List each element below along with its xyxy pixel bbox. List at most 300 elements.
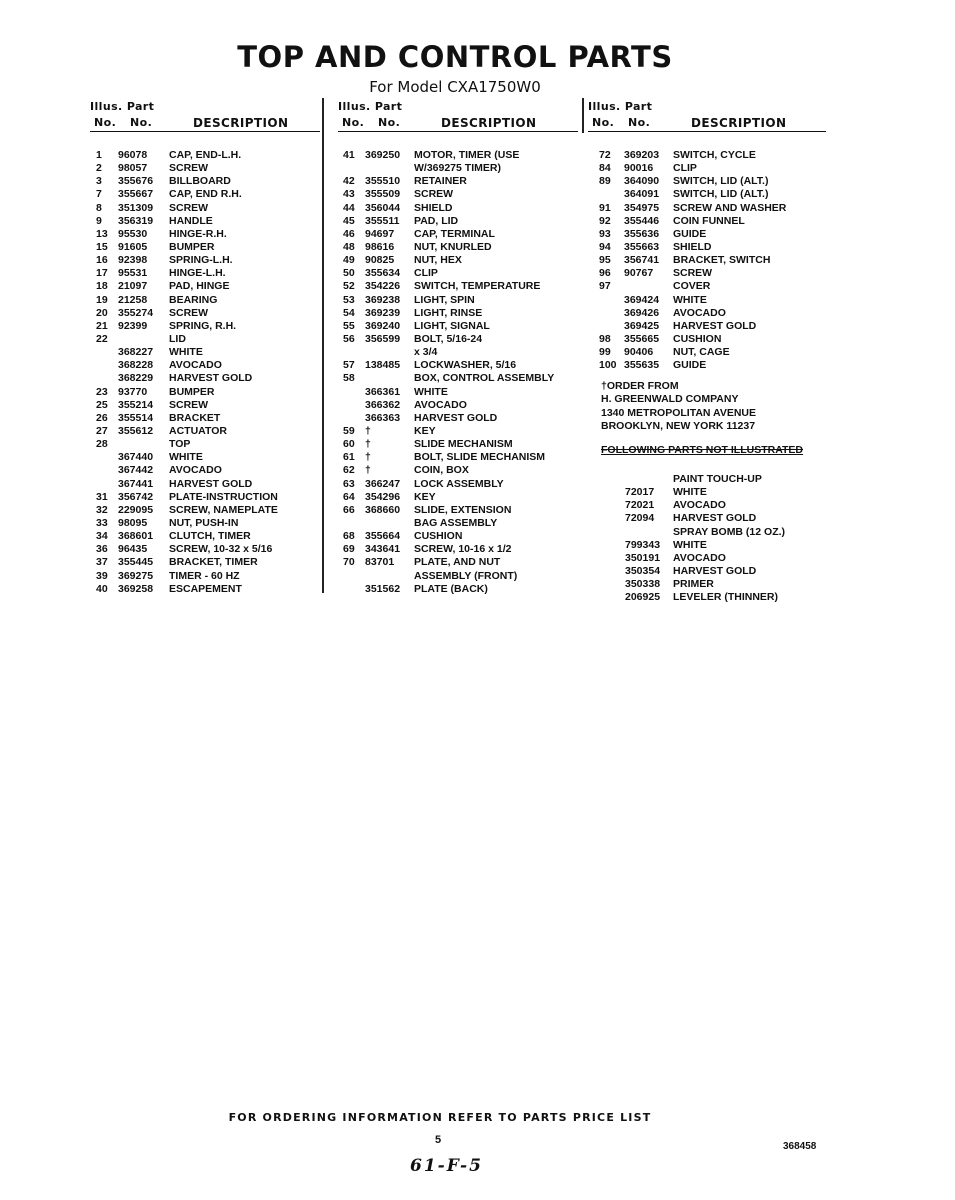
table-row [90, 372, 320, 385]
part-number: 351562 [365, 582, 401, 595]
part-description: SCREW, NAMEPLATE [169, 503, 278, 516]
part-description: AVOCADO [414, 398, 467, 411]
part-number: 138485 [365, 359, 401, 372]
model-subtitle: For Model CXA1750W0 [369, 78, 541, 96]
part-description: BRACKET [169, 411, 221, 424]
illus-number: 55 [343, 319, 355, 332]
table-row [90, 412, 320, 425]
illus-number: 43 [343, 188, 355, 201]
part-description: HARVEST GOLD [414, 411, 498, 424]
table-row [588, 320, 826, 333]
part-number: 368601 [118, 530, 154, 543]
column-divider [582, 98, 584, 133]
part-number: 355509 [365, 188, 401, 201]
part-description: LOCK ASSEMBLY [414, 477, 504, 490]
part-description: BRACKET, SWITCH [673, 254, 771, 267]
table-row [90, 346, 320, 359]
part-number: 355664 [365, 530, 401, 543]
part-description: LOCKWASHER, 5/16 [414, 359, 517, 372]
part-description: HARVEST GOLD [673, 319, 757, 332]
part-number: 366363 [365, 411, 401, 424]
part-number: 21097 [118, 280, 148, 293]
illus-number: 37 [96, 556, 108, 569]
illus-number: 99 [599, 346, 611, 359]
part-number: 366362 [365, 398, 401, 411]
part-description: SWITCH, LID (ALT.) [673, 188, 769, 201]
part-number: 356044 [365, 201, 401, 214]
table-row [588, 162, 826, 175]
part-description: HARVEST GOLD [169, 372, 253, 385]
illus-number: 32 [96, 503, 108, 516]
order-city: BROOKLYN, NEW YORK 11237 [601, 419, 756, 432]
part-description: SCREW [414, 188, 454, 201]
table-row [338, 372, 578, 385]
table-row [338, 451, 578, 464]
order-from-line: †ORDER FROM [601, 380, 679, 392]
order-street: 1340 METROPOLITAN AVENUE [601, 406, 756, 419]
part-number: 72017 [625, 486, 655, 499]
part-number: 90016 [624, 162, 654, 175]
table-row [588, 512, 826, 525]
part-description: BEARING [169, 293, 218, 306]
part-number: 369258 [118, 582, 154, 595]
header-illus-part: Illus. Part [90, 100, 155, 113]
part-description: SPRING-L.H. [169, 254, 233, 267]
illus-number: 21 [96, 319, 108, 332]
illus-number: 13 [96, 227, 108, 240]
part-description: WHITE [414, 385, 448, 398]
part-number: 72021 [625, 499, 655, 512]
part-description: SCREW [169, 398, 209, 411]
table-row [588, 565, 826, 578]
parts-rows [338, 149, 578, 596]
page-title: TOP AND CONTROL PARTS [237, 40, 673, 74]
part-description: BOX, CONTROL ASSEMBLY [414, 372, 555, 385]
illus-number: 94 [599, 240, 611, 253]
parts-rows [588, 149, 826, 372]
table-row [588, 539, 826, 552]
table-row [90, 464, 320, 477]
table-row [588, 202, 826, 215]
illus-number: 68 [343, 530, 355, 543]
part-description: HARVEST GOLD [169, 477, 253, 490]
parts-column-1 [90, 98, 320, 596]
part-description: NUT, PUSH-IN [169, 516, 239, 529]
illus-number: 31 [96, 490, 108, 503]
part-number: 98616 [365, 240, 395, 253]
illus-number: 100 [599, 359, 617, 372]
header-part-no: No. [130, 116, 153, 129]
part-number: 91605 [118, 240, 148, 253]
table-row [90, 399, 320, 412]
table-row [588, 254, 826, 267]
header-illus-part: Illus. Part [588, 100, 653, 113]
part-number: 355667 [118, 188, 154, 201]
illus-number: 57 [343, 359, 355, 372]
header-part-no: No. [628, 116, 651, 129]
part-number: 367440 [118, 451, 154, 464]
part-description: HINGE-L.H. [169, 267, 226, 280]
table-row [90, 202, 320, 215]
illus-number: 98 [599, 332, 611, 345]
part-number: † [365, 438, 371, 451]
column-header [588, 98, 826, 132]
table-row [338, 386, 578, 399]
part-description: AVOCADO [673, 306, 726, 319]
part-number: 206925 [625, 591, 661, 604]
illus-number: 56 [343, 332, 355, 345]
part-description: ASSEMBLY (FRONT) [414, 569, 518, 582]
part-number: † [365, 464, 371, 477]
part-description: SCREW [169, 162, 209, 175]
illus-number: 50 [343, 267, 355, 280]
illus-number: 8 [96, 201, 102, 214]
illus-number: 53 [343, 293, 355, 306]
part-description: COVER [673, 280, 711, 293]
part-description: BUMPER [169, 240, 215, 253]
table-row [338, 241, 578, 254]
table-row [338, 543, 578, 556]
part-number: 369250 [365, 149, 401, 161]
table-row [588, 473, 826, 486]
table-row [588, 552, 826, 565]
parts-column-2 [338, 98, 578, 596]
part-number: 369424 [624, 293, 660, 306]
part-number: 229095 [118, 503, 154, 516]
part-description: SLIDE MECHANISM [414, 438, 513, 451]
table-row [588, 307, 826, 320]
illus-number: 33 [96, 516, 108, 529]
part-description: SCREW [169, 306, 209, 319]
table-row [90, 241, 320, 254]
part-number: 356742 [118, 490, 154, 503]
part-number: 355612 [118, 424, 154, 437]
table-row [90, 491, 320, 504]
table-row [588, 526, 826, 539]
illus-number: 70 [343, 556, 355, 569]
part-description: NUT, KNURLED [414, 240, 492, 253]
table-row [588, 215, 826, 228]
table-row [588, 346, 826, 359]
part-number: 369426 [624, 306, 660, 319]
part-description: LIGHT, SPIN [414, 293, 475, 306]
header-illus-part: Illus. Part [338, 100, 403, 113]
table-row [338, 320, 578, 333]
illus-number: 17 [96, 267, 108, 280]
table-row [338, 438, 578, 451]
table-row [338, 346, 578, 359]
part-description: AVOCADO [673, 499, 726, 512]
part-number: 369275 [118, 569, 154, 582]
part-description: ACTUATOR [169, 424, 227, 437]
illus-number: 84 [599, 162, 611, 175]
part-number: 364091 [624, 188, 660, 201]
part-description: BILLBOARD [169, 175, 231, 188]
part-number: 369240 [365, 319, 401, 332]
part-number: 90767 [624, 267, 654, 280]
part-number: 366361 [365, 385, 401, 398]
part-description: BOLT, SLIDE MECHANISM [414, 451, 546, 464]
table-row [338, 399, 578, 412]
part-description: HINGE-R.H. [169, 227, 227, 240]
part-number: 367441 [118, 477, 154, 490]
part-number: 368228 [118, 359, 154, 372]
part-description: BRACKET, TIMER [169, 556, 258, 569]
illus-number: 91 [599, 201, 611, 214]
table-row [90, 517, 320, 530]
part-description: CUSHION [414, 530, 463, 543]
table-row [338, 517, 578, 530]
part-description: LEVELER (THINNER) [673, 591, 778, 604]
part-number: 355214 [118, 398, 154, 411]
part-description: CLIP [414, 267, 438, 280]
part-description: BUMPER [169, 385, 215, 398]
part-description: KEY [414, 490, 436, 503]
illus-number: 3 [96, 175, 102, 188]
part-number: 355635 [624, 359, 660, 372]
part-description: SLIDE, EXTENSION [414, 503, 512, 516]
illus-number: 22 [96, 332, 108, 345]
table-row [90, 543, 320, 556]
table-row [90, 570, 320, 583]
part-description: PAD, HINGE [169, 280, 230, 293]
part-description: CUSHION [673, 332, 722, 345]
part-number: 366247 [365, 477, 401, 490]
part-number: 343641 [365, 543, 401, 556]
table-row [338, 202, 578, 215]
part-number: 98057 [118, 162, 148, 175]
part-description: KEY [414, 424, 436, 437]
table-row [338, 425, 578, 438]
table-row [90, 307, 320, 320]
table-row [90, 320, 320, 333]
part-description: WHITE [169, 346, 203, 359]
table-row [588, 241, 826, 254]
part-number: 92398 [118, 254, 148, 267]
table-row [338, 254, 578, 267]
table-row [588, 499, 826, 512]
table-row [588, 486, 826, 499]
table-row [90, 162, 320, 175]
part-number: 94697 [365, 227, 395, 240]
part-description: WHITE [673, 486, 707, 499]
illus-number: 48 [343, 240, 355, 253]
illus-number: 2 [96, 162, 102, 175]
table-row [338, 215, 578, 228]
column-header [90, 98, 320, 132]
illus-number: 19 [96, 293, 108, 306]
illus-number: 40 [96, 582, 108, 595]
column-header [338, 98, 578, 132]
header-illus-no: No. [94, 116, 117, 129]
part-number: 95530 [118, 227, 148, 240]
part-number: † [365, 424, 371, 437]
table-row [338, 188, 578, 201]
part-description: BAG ASSEMBLY [414, 516, 498, 529]
table-row [338, 359, 578, 372]
part-number: 356599 [365, 332, 401, 345]
part-number: 364090 [624, 175, 660, 188]
table-row [588, 333, 826, 346]
table-row [588, 267, 826, 280]
illus-number: 42 [343, 175, 355, 188]
part-number: 350338 [625, 578, 661, 591]
table-row [588, 294, 826, 307]
part-number: 355663 [624, 240, 660, 253]
illus-number: 23 [96, 385, 108, 398]
table-row [338, 333, 578, 346]
part-description: AVOCADO [673, 551, 726, 564]
table-row [588, 359, 826, 372]
part-description: NUT, CAGE [673, 346, 730, 359]
part-description: GUIDE [673, 227, 707, 240]
illus-number: 54 [343, 306, 355, 319]
part-description: SHIELD [673, 240, 712, 253]
part-description: TIMER - 60 HZ [169, 569, 240, 582]
part-description: SCREW [169, 201, 209, 214]
table-row [338, 307, 578, 320]
part-description: WHITE [673, 293, 707, 306]
part-description: HANDLE [169, 214, 213, 227]
part-number: 369425 [624, 319, 660, 332]
part-number: 356319 [118, 214, 154, 227]
part-description: HARVEST GOLD [673, 512, 757, 525]
table-row [588, 228, 826, 241]
part-description: PRIMER [673, 578, 714, 591]
table-row [588, 578, 826, 591]
illus-number: 63 [343, 477, 355, 490]
illus-number: 34 [96, 530, 108, 543]
part-description: CAP, END-L.H. [169, 149, 242, 161]
part-description: W/369275 TIMER) [414, 162, 501, 175]
illus-number: 96 [599, 267, 611, 280]
handwritten-note: 61-F-5 [410, 1156, 483, 1176]
illus-number: 97 [599, 280, 611, 293]
table-row [338, 267, 578, 280]
table-row [588, 280, 826, 293]
part-number: 96435 [118, 543, 148, 556]
part-description: PAD, LID [414, 214, 459, 227]
part-number: 93770 [118, 385, 148, 398]
table-row [338, 556, 578, 569]
illus-number: 1 [96, 149, 102, 161]
table-row [588, 188, 826, 201]
table-row [90, 478, 320, 491]
part-number: 72094 [625, 512, 655, 525]
illus-number: 60 [343, 438, 355, 451]
table-row [338, 583, 578, 596]
part-description: WHITE [169, 451, 203, 464]
part-number: 355636 [624, 227, 660, 240]
table-row [338, 175, 578, 188]
illus-number: 62 [343, 464, 355, 477]
part-description: RETAINER [414, 175, 467, 188]
illus-number: 28 [96, 438, 108, 451]
illus-number: 26 [96, 411, 108, 424]
part-number: 355446 [624, 214, 660, 227]
part-description: LIGHT, RINSE [414, 306, 483, 319]
part-description: AVOCADO [169, 464, 222, 477]
illus-number: 95 [599, 254, 611, 267]
part-description: SCREW [673, 267, 713, 280]
part-number: 799343 [625, 538, 661, 551]
table-row [90, 425, 320, 438]
column-divider [322, 98, 324, 593]
part-description: SPRAY BOMB (12 OZ.) [673, 525, 786, 538]
part-description: CAP, END R.H. [169, 188, 242, 201]
part-number: 96078 [118, 149, 148, 161]
table-row [90, 359, 320, 372]
part-description: SCREW AND WASHER [673, 201, 787, 214]
illus-number: 41 [343, 149, 355, 161]
part-number: † [365, 451, 371, 464]
part-description: HARVEST GOLD [673, 564, 757, 577]
part-number: 355676 [118, 175, 154, 188]
table-row [90, 175, 320, 188]
part-number: 354226 [365, 280, 401, 293]
illus-number: 69 [343, 543, 355, 556]
table-row [338, 478, 578, 491]
header-part-no: No. [378, 116, 401, 129]
part-number: 98095 [118, 516, 148, 529]
part-number: 355634 [365, 267, 401, 280]
part-description: x 3/4 [414, 346, 438, 359]
table-row [90, 280, 320, 293]
document-number: 368458 [783, 1141, 817, 1152]
table-row [90, 228, 320, 241]
table-row [90, 438, 320, 451]
illus-number: 18 [96, 280, 108, 293]
not-illustrated-parts [588, 473, 826, 604]
table-row [588, 591, 826, 604]
table-row [338, 491, 578, 504]
part-number: 355445 [118, 556, 154, 569]
table-row [338, 228, 578, 241]
part-number: 350191 [625, 551, 661, 564]
part-number: 83701 [365, 556, 395, 569]
illus-number: 64 [343, 490, 355, 503]
illus-number: 44 [343, 201, 355, 214]
table-row [90, 149, 320, 162]
part-description: SHIELD [414, 201, 453, 214]
part-description: CAP, TERMINAL [414, 227, 495, 240]
header-description: DESCRIPTION [441, 116, 537, 130]
part-number: 368660 [365, 503, 401, 516]
part-description: CLIP [673, 162, 697, 175]
table-row [338, 294, 578, 307]
part-description: SWITCH, CYCLE [673, 149, 756, 161]
illus-number: 45 [343, 214, 355, 227]
part-description: SCREW, 10-16 x 1/2 [414, 543, 512, 556]
table-row [90, 583, 320, 596]
illus-number: 61 [343, 451, 355, 464]
order-from-note [601, 380, 756, 433]
table-row [338, 162, 578, 175]
order-company: H. GREENWALD COMPANY [601, 393, 739, 406]
part-number: 368227 [118, 346, 154, 359]
illus-number: 72 [599, 149, 611, 161]
header-description: DESCRIPTION [193, 116, 289, 130]
illus-number: 89 [599, 175, 611, 188]
illus-number: 25 [96, 398, 108, 411]
part-number: 355274 [118, 306, 154, 319]
part-number: 369239 [365, 306, 401, 319]
header-description: DESCRIPTION [691, 116, 787, 130]
table-row [90, 530, 320, 543]
table-row [338, 280, 578, 293]
part-description: GUIDE [673, 359, 707, 372]
part-description: AVOCADO [169, 359, 222, 372]
